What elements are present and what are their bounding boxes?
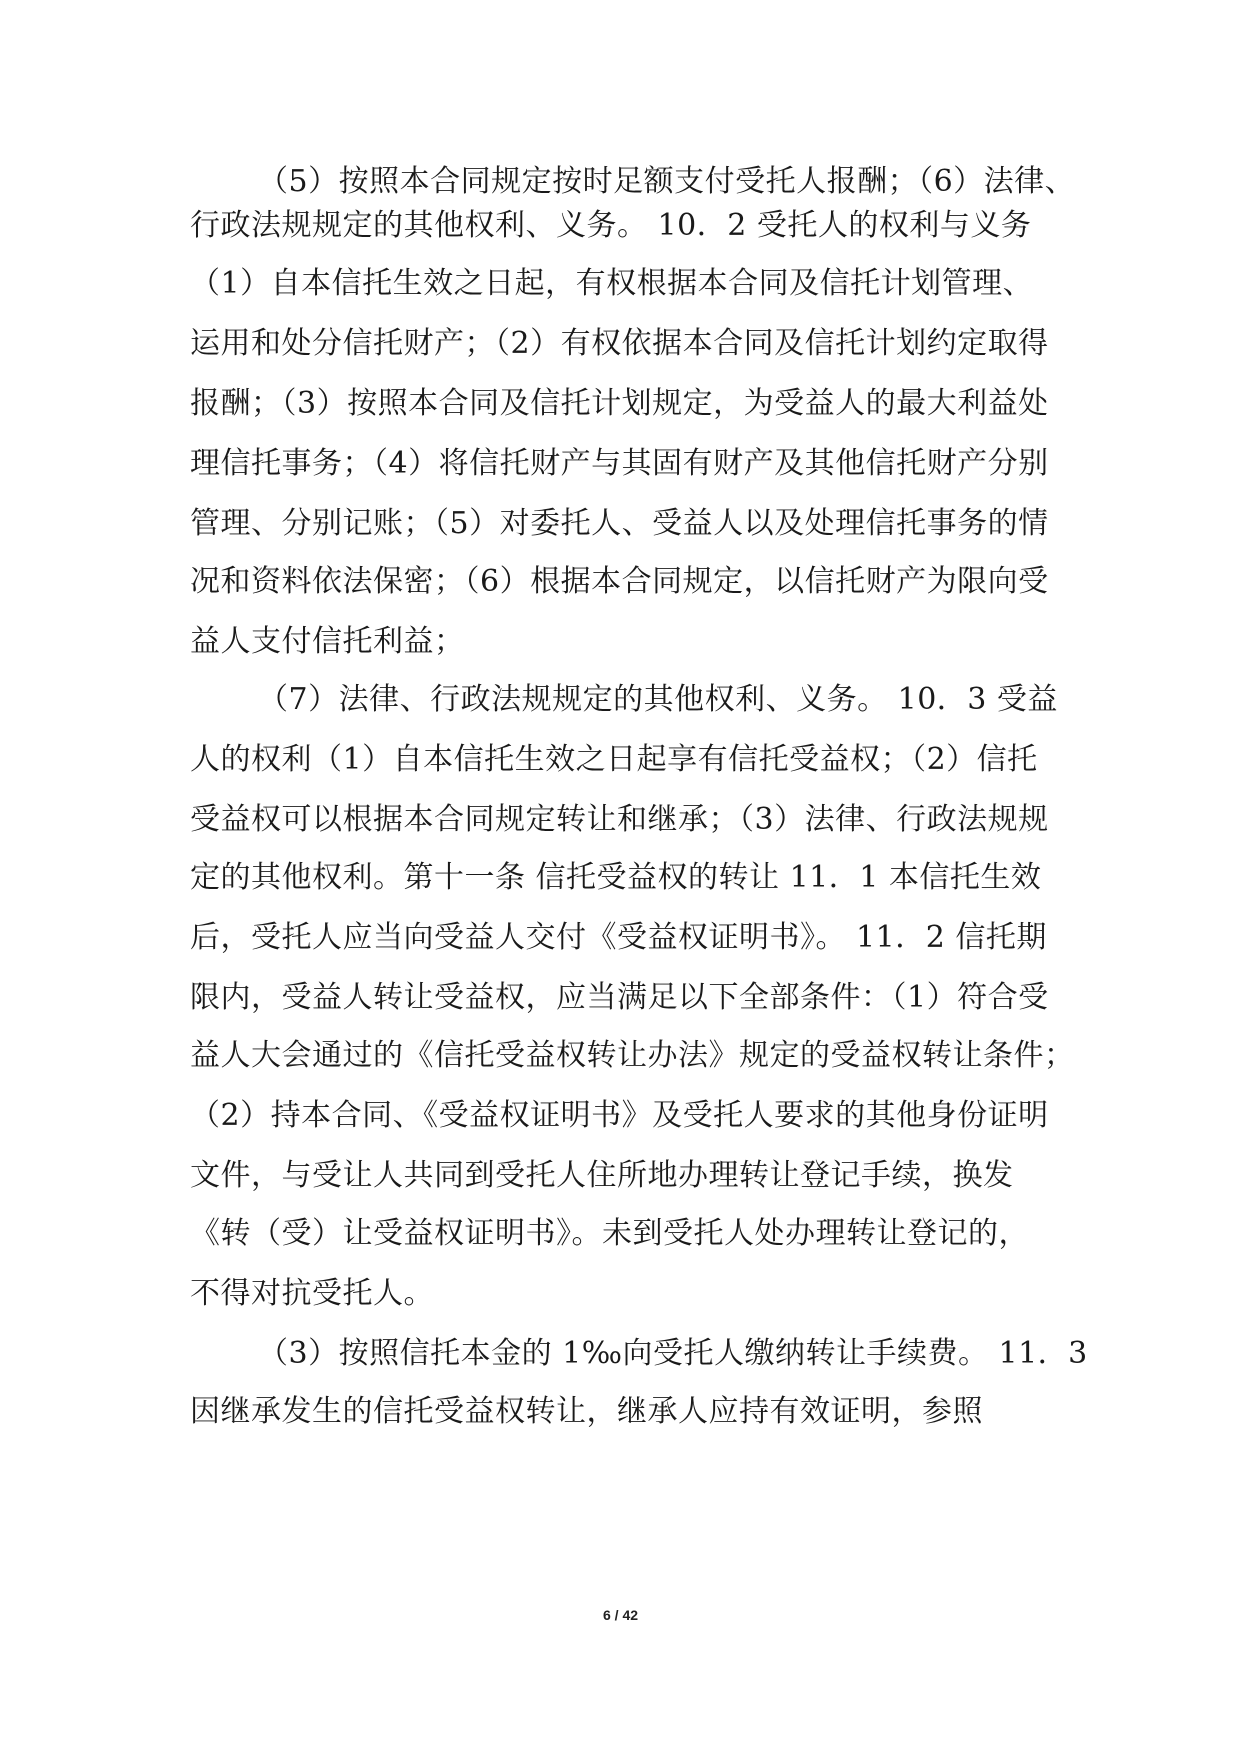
text-line: 定的其他权利。第十一条 信托受益权的转让 11．1 本信托生效 [190,860,1042,895]
text-line: 况和资料依法保密；（6）根据本合同规定，以信托财产为限向受 [190,564,1049,599]
text-line: 理信托事务；（4）将信托财产与其固有财产及其他信托财产分别 [190,446,1049,481]
text-line: 《转（受）让受益权证明书》。未到受托人处办理转让登记的， [190,1216,1029,1251]
text-line: 管理、分别记账；（5）对委托人、受益人以及处理信托事务的情 [190,506,1049,541]
text-line: 行政法规规定的其他权利、义务。 10．2 受托人的权利与义务 [190,208,1032,243]
text-line: 限内，受益人转让受益权，应当满足以下全部条件：（1）符合受 [190,980,1049,1015]
text-line: （1）自本信托生效之日起，有权根据本合同及信托计划管理、 [190,266,1034,301]
text-line: （5）按照本合同规定按时足额支付受托人报酬；（6）法律、 [258,164,1076,199]
text-line: 文件，与受让人共同到受托人住所地办理转让登记手续，换发 [190,1158,1014,1193]
text-line: 因继承发生的信托受益权转让，继承人应持有效证明，参照 [190,1394,983,1429]
text-line: 后，受托人应当向受益人交付《受益权证明书》。 11．2 信托期 [190,920,1047,955]
text-line: （7）法律、行政法规规定的其他权利、义务。 10．3 受益 [258,682,1058,717]
text-line: 受益权可以根据本合同规定转让和继承；（3）法律、行政法规规 [190,802,1049,837]
text-line: 益人大会通过的《信托受益权转让办法》规定的受益权转让条件； [190,1038,1075,1073]
text-line: 运用和处分信托财产；（2）有权依据本合同及信托计划约定取得 [190,326,1049,361]
text-line: （2）持本合同、《受益权证明书》及受托人要求的其他身份证明 [190,1098,1049,1133]
text-line: 不得对抗受托人。 [190,1276,434,1311]
text-line: 益人支付信托利益； [190,624,465,659]
page-number: 6 / 42 [602,1607,639,1623]
text-line: 人的权利（1）自本信托生效之日起享有信托受益权；（2）信托 [190,742,1038,777]
text-line: （3）按照信托本金的 1‰向受托人缴纳转让手续费。 11．3 [258,1336,1088,1371]
text-line: 报酬；（3）按照本合同及信托计划规定，为受益人的最大利益处 [190,386,1049,421]
